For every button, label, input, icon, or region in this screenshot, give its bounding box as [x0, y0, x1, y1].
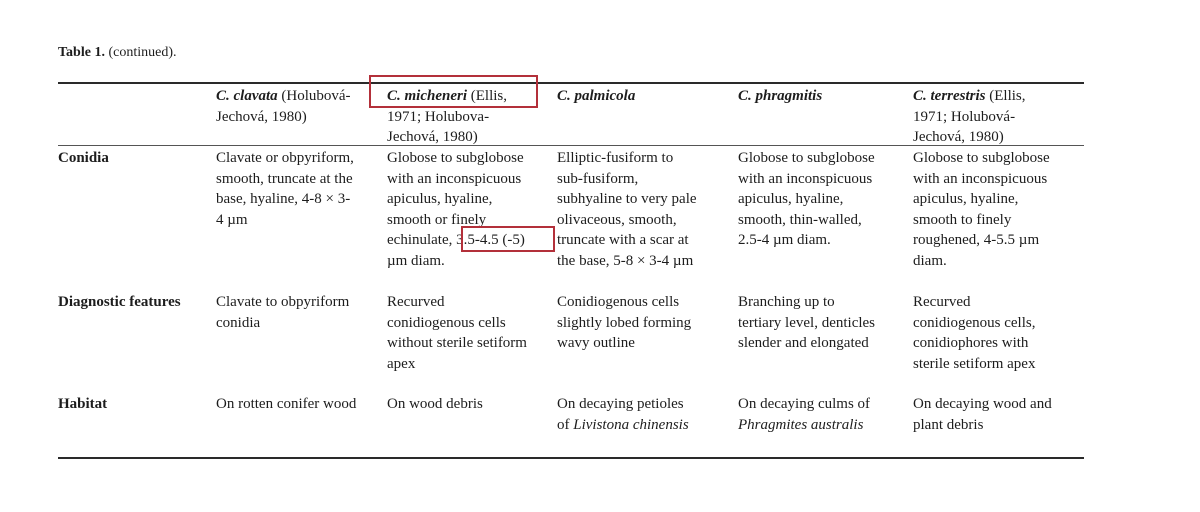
table-cell-line: Globose to subglobose — [913, 150, 1050, 166]
table-cell-line: apex — [387, 355, 416, 372]
table-cell-line: truncate with a scar at — [557, 232, 689, 248]
species-name: C. micheneri — [387, 88, 468, 104]
table-cell-line: smooth to finely — [913, 211, 1012, 228]
table-cell-line: On rotten conifer wood — [216, 396, 357, 412]
species-name: C. phragmitis — [738, 88, 823, 104]
header-cell-line — [216, 86, 351, 107]
table-cell-line: the base, 5-8 × 3-4 µm — [557, 252, 694, 269]
table-cell-line: Conidiogenous cells — [557, 294, 680, 310]
header-cell-line — [913, 86, 1026, 107]
species-reference: 1971; Holubová- — [913, 108, 1016, 125]
table-cell — [557, 292, 691, 354]
table-cell-line: sterile setiform apex — [913, 355, 1036, 372]
table-cell-line: apiculus, hyaline, — [387, 191, 493, 207]
table-cell — [216, 148, 354, 230]
species-name: C. palmicola — [557, 88, 636, 104]
table-cell-line: tertiary level, denticles — [738, 314, 876, 331]
row-label: Habitat — [58, 396, 108, 412]
table-cell-line: of Livistona chinensis — [557, 416, 689, 433]
table-cell-line: without sterile setiform — [387, 335, 527, 351]
table-cell — [557, 148, 697, 271]
table-cell-line: conidiogenous cells — [387, 314, 506, 331]
table-cell-line: smooth or finely — [387, 211, 487, 228]
table-cell-line: conidia — [216, 314, 261, 331]
table-cell-line: slightly lobed forming — [557, 314, 692, 331]
header-cell-line — [738, 86, 822, 107]
table-cell — [216, 292, 349, 333]
row-label: Diagnostic features — [58, 294, 181, 310]
table-cell-line: with an inconspicuous — [738, 170, 873, 187]
species-reference: (Holubová- — [277, 88, 351, 104]
table-top-rule — [58, 82, 1084, 84]
species-reference: (Ellis, — [467, 88, 508, 104]
highlight-box-species-name — [369, 75, 538, 108]
table-cell-line: Clavate to obpyriform — [216, 294, 350, 310]
table-cell-line: base, hyaline, 4-8 × 3- — [216, 191, 351, 207]
table-cell-line: Elliptic-fusiform to — [557, 150, 674, 166]
table-cell — [387, 394, 483, 415]
row-label: Conidia — [58, 150, 109, 166]
table-cell — [913, 292, 1035, 374]
table-cell-line: smooth, thin-walled, — [738, 211, 862, 228]
table-cell-line: µm diam. — [387, 252, 445, 269]
table-caption-rest: (continued). — [108, 45, 177, 60]
table-cell — [738, 148, 875, 251]
table-cell-line: Globose to subglobose — [387, 150, 524, 166]
table-cell-line: plant debris — [913, 416, 984, 433]
table-cell-line: subhyaline to very pale — [557, 191, 697, 207]
header-cell-line — [913, 127, 1026, 148]
species-reference: Jechová, 1980) — [216, 108, 307, 125]
table-cell-line: sub-fusiform, — [557, 170, 639, 187]
table-cell — [738, 292, 875, 354]
table-cell-line: Recurved — [387, 294, 445, 310]
table-cell-line: Recurved — [913, 294, 971, 310]
table-cell-line: On decaying petioles — [557, 396, 684, 412]
header-cell-line — [216, 107, 351, 128]
table-cell-line: slender and elongated — [738, 335, 869, 351]
table-cell — [738, 394, 870, 435]
species-reference: Jechová, 1980) — [913, 129, 1004, 145]
table-cell-line: On decaying culms of — [738, 396, 871, 412]
species-name: C. terrestris — [913, 88, 986, 104]
table-cell-line: Branching up to — [738, 294, 835, 310]
table-caption-label: Table 1. — [58, 45, 105, 60]
table-cell-line: conidiophores with — [913, 335, 1029, 351]
table-cell-line: roughened, 4-5.5 µm — [913, 232, 1040, 248]
header-cell-line — [387, 107, 507, 128]
table-cell-line: Clavate or obpyriform, — [216, 150, 354, 166]
header-cell-line — [913, 107, 1026, 128]
table-cell — [913, 394, 1052, 435]
table-cell-line: wavy outline — [557, 335, 635, 351]
species-name: C. clavata — [216, 88, 278, 104]
table-bottom-rule — [58, 457, 1084, 459]
table-cell-line: conidiogenous cells, — [913, 314, 1036, 331]
header-cell-species — [216, 86, 351, 127]
species-reference: Jechová, 1980) — [387, 129, 478, 145]
species-reference: 1971; Holubova- — [387, 108, 490, 125]
table-caption — [58, 43, 176, 64]
table-cell-line: On decaying wood and — [913, 396, 1052, 412]
header-cell-species — [557, 86, 635, 107]
table-cell-line: Phragmites australis — [738, 416, 864, 433]
header-cell-species — [913, 86, 1026, 148]
table-cell — [387, 148, 525, 271]
table-cell-line: 4 µm — [216, 211, 248, 228]
table-cell-line: Globose to subglobose — [738, 150, 875, 166]
table-cell-line: with an inconspicuous — [387, 170, 522, 187]
table-cell — [216, 394, 356, 415]
table-cell-line: smooth, truncate at the — [216, 170, 353, 187]
highlight-box-conidia-size — [461, 226, 555, 252]
table-cell-line: olivaceous, smooth, — [557, 211, 677, 228]
header-cell-line — [387, 127, 507, 148]
table-cell-line: echinulate, 3.5-4.5 (-5) — [387, 232, 525, 248]
table-cell — [387, 292, 527, 374]
header-cell-line — [557, 86, 635, 107]
table-cell-line: On wood debris — [387, 396, 483, 412]
table-cell — [913, 148, 1050, 271]
species-reference: (Ellis, — [985, 88, 1026, 104]
table-cell-line: with an inconspicuous — [913, 170, 1048, 187]
table-cell — [557, 394, 689, 435]
table-cell-line: diam. — [913, 252, 947, 269]
header-cell-species — [738, 86, 822, 107]
table-cell-line: 2.5-4 µm diam. — [738, 232, 831, 248]
table-cell-line: apiculus, hyaline, — [738, 191, 844, 207]
table-cell-line: apiculus, hyaline, — [913, 191, 1019, 207]
